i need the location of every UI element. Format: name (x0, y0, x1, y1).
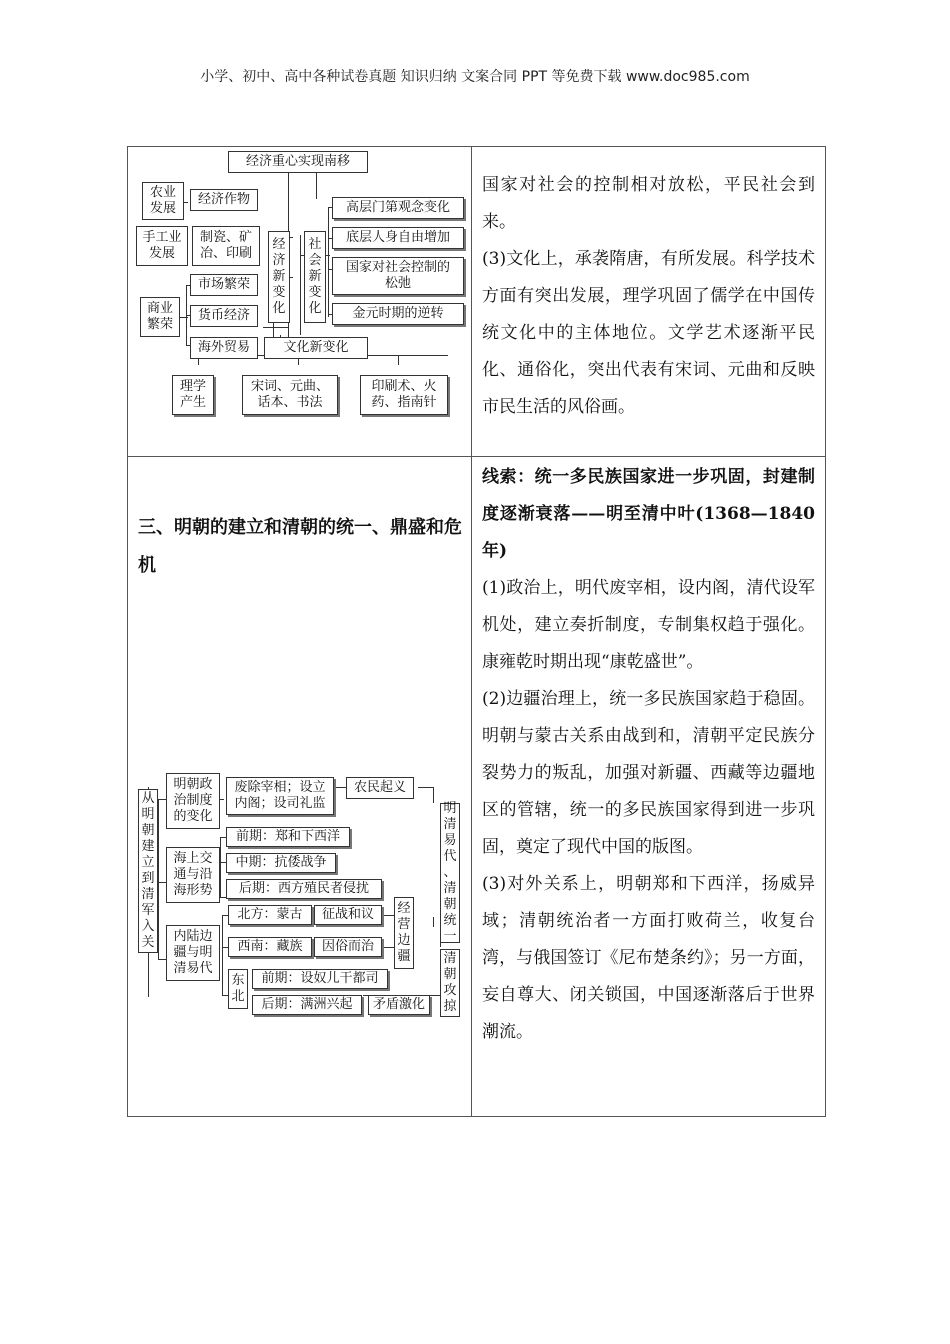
commerce-box: 商业 繁荣 (140, 297, 180, 337)
group2-item-2: 中期：抗倭战争 (226, 853, 336, 873)
northeast-item-1: 前期：设奴儿干都司 (252, 969, 388, 989)
social-item-3: 国家对社会控制的 松弛 (332, 257, 464, 295)
diagram-cell-2 (128, 457, 472, 1117)
culture-item-1: 理学 产生 (172, 375, 214, 415)
commerce-currency-box: 货币经济 (190, 305, 258, 327)
page-header: 小学、初中、高中各种试卷真题 知识归纳 文案合同 PPT 等免费下载 www.doc985.com (200, 69, 750, 85)
north-box: 北方：蒙古 (228, 905, 312, 925)
peasant-uprising-box: 农民起义 (346, 777, 414, 799)
northeast-box: 东 北 (228, 969, 248, 1009)
northeast-result-box: 矛盾激化 (368, 995, 430, 1015)
handicraft-box: 手工业 发展 (136, 226, 188, 266)
clue-line: 线索：统一多民族国家进一步巩固，封建制度逐渐衰落——明至清中叶(1368—1840年) (482, 467, 815, 561)
ming-qing-diagram (128, 747, 471, 1014)
agriculture-sub-box: 经济作物 (190, 189, 258, 211)
paragraph: 国家对社会的控制相对放松，平民社会到来。 (482, 175, 815, 232)
social-item-4: 金元时期的逆转 (332, 303, 464, 325)
mingqing-transition-box: 明 清 易 代 、 清 朝 统 一 (440, 803, 460, 943)
agriculture-box: 农业 发展 (142, 182, 184, 220)
social-item-1: 高层门第观念变化 (332, 197, 464, 219)
diagram-cell-1 (128, 147, 472, 457)
economic-change-box: 经 济 新 变 化 (268, 231, 290, 323)
group1-item-box: 废除宰相；设立 内阁；设司礼监 (226, 777, 334, 815)
culture-item-2: 宋词、元曲、 话本、书法 (242, 375, 338, 415)
commerce-market-box: 市场繁荣 (190, 274, 258, 296)
paragraph: (2)边疆治理上，统一多民族国家趋于稳固。明朝与蒙古关系由战到和，清朝平定民族分裂势力的叛乱，加强对新疆、西藏等边疆地区的管辖，统一的多民族国家得到进一步巩固，奠定了现代中国的版图。 (482, 689, 815, 857)
frontier-box: 经 营 边 疆 (394, 897, 414, 969)
content-table (127, 146, 826, 1117)
song-yuan-diagram (128, 147, 471, 455)
group3-box: 内陆边 疆与明 清易代 (166, 925, 220, 981)
paragraph: (3)对外关系上，明朝郑和下西洋，扬威异域；清朝统治者一方面打败荷兰，收复台湾，与俄国签订《尼布楚条约》；另一方面，妄自尊大、闭关锁国，中国逐渐落后于世界潮流。 (482, 874, 815, 1042)
group2-item-3: 后期：西方殖民者侵扰 (226, 879, 382, 899)
paragraph: (1)政治上，明代废宰相，设内阁，清代设军机处，建立奏折制度，专制集权趋于强化。康雍乾时期出现“康乾盛世”。 (482, 578, 815, 672)
commerce-overseas-box: 海外贸易 (190, 337, 258, 359)
group2-item-1: 前期：郑和下西洋 (226, 827, 350, 847)
handicraft-sub-box: 制瓷、矿 冶、印刷 (192, 226, 260, 266)
root-box: 从 明 朝 建 立 到 清 军 入 关 (138, 789, 158, 953)
qing-attack-box: 清 朝 攻 掠 (440, 949, 460, 1017)
section-title: 三、明朝的建立和清朝的统一、鼎盛和危机 (138, 517, 462, 576)
southwest-result-box: 因俗而治 (314, 937, 382, 957)
culture-item-3: 印刷术、火 药、指南针 (360, 375, 448, 415)
group2-box: 海上交 通与沿 海形势 (166, 847, 220, 903)
group1-box: 明朝政 治制度 的变化 (166, 773, 220, 829)
text-cell-2 (472, 457, 826, 1117)
social-item-2: 底层人身自由增加 (332, 227, 464, 249)
southwest-box: 西南：藏族 (228, 937, 312, 957)
social-change-box: 社 会 新 变 化 (304, 231, 326, 323)
paragraph: (3)文化上，承袭隋唐，有所发展。科学技术方面有突出发展，理学巩固了儒学在中国传统文化中的主体地位。文学艺术逐渐平民化、通俗化，突出代表有宋词、元曲和反映市民生活的风俗画。 (482, 249, 815, 417)
north-result-box: 征战和议 (314, 905, 382, 925)
northeast-item-2: 后期：满洲兴起 (252, 995, 362, 1015)
culture-change-box: 文化新变化 (264, 337, 368, 359)
economic-center-box: 经济重心实现南移 (228, 151, 368, 173)
text-cell-1 (472, 147, 826, 457)
